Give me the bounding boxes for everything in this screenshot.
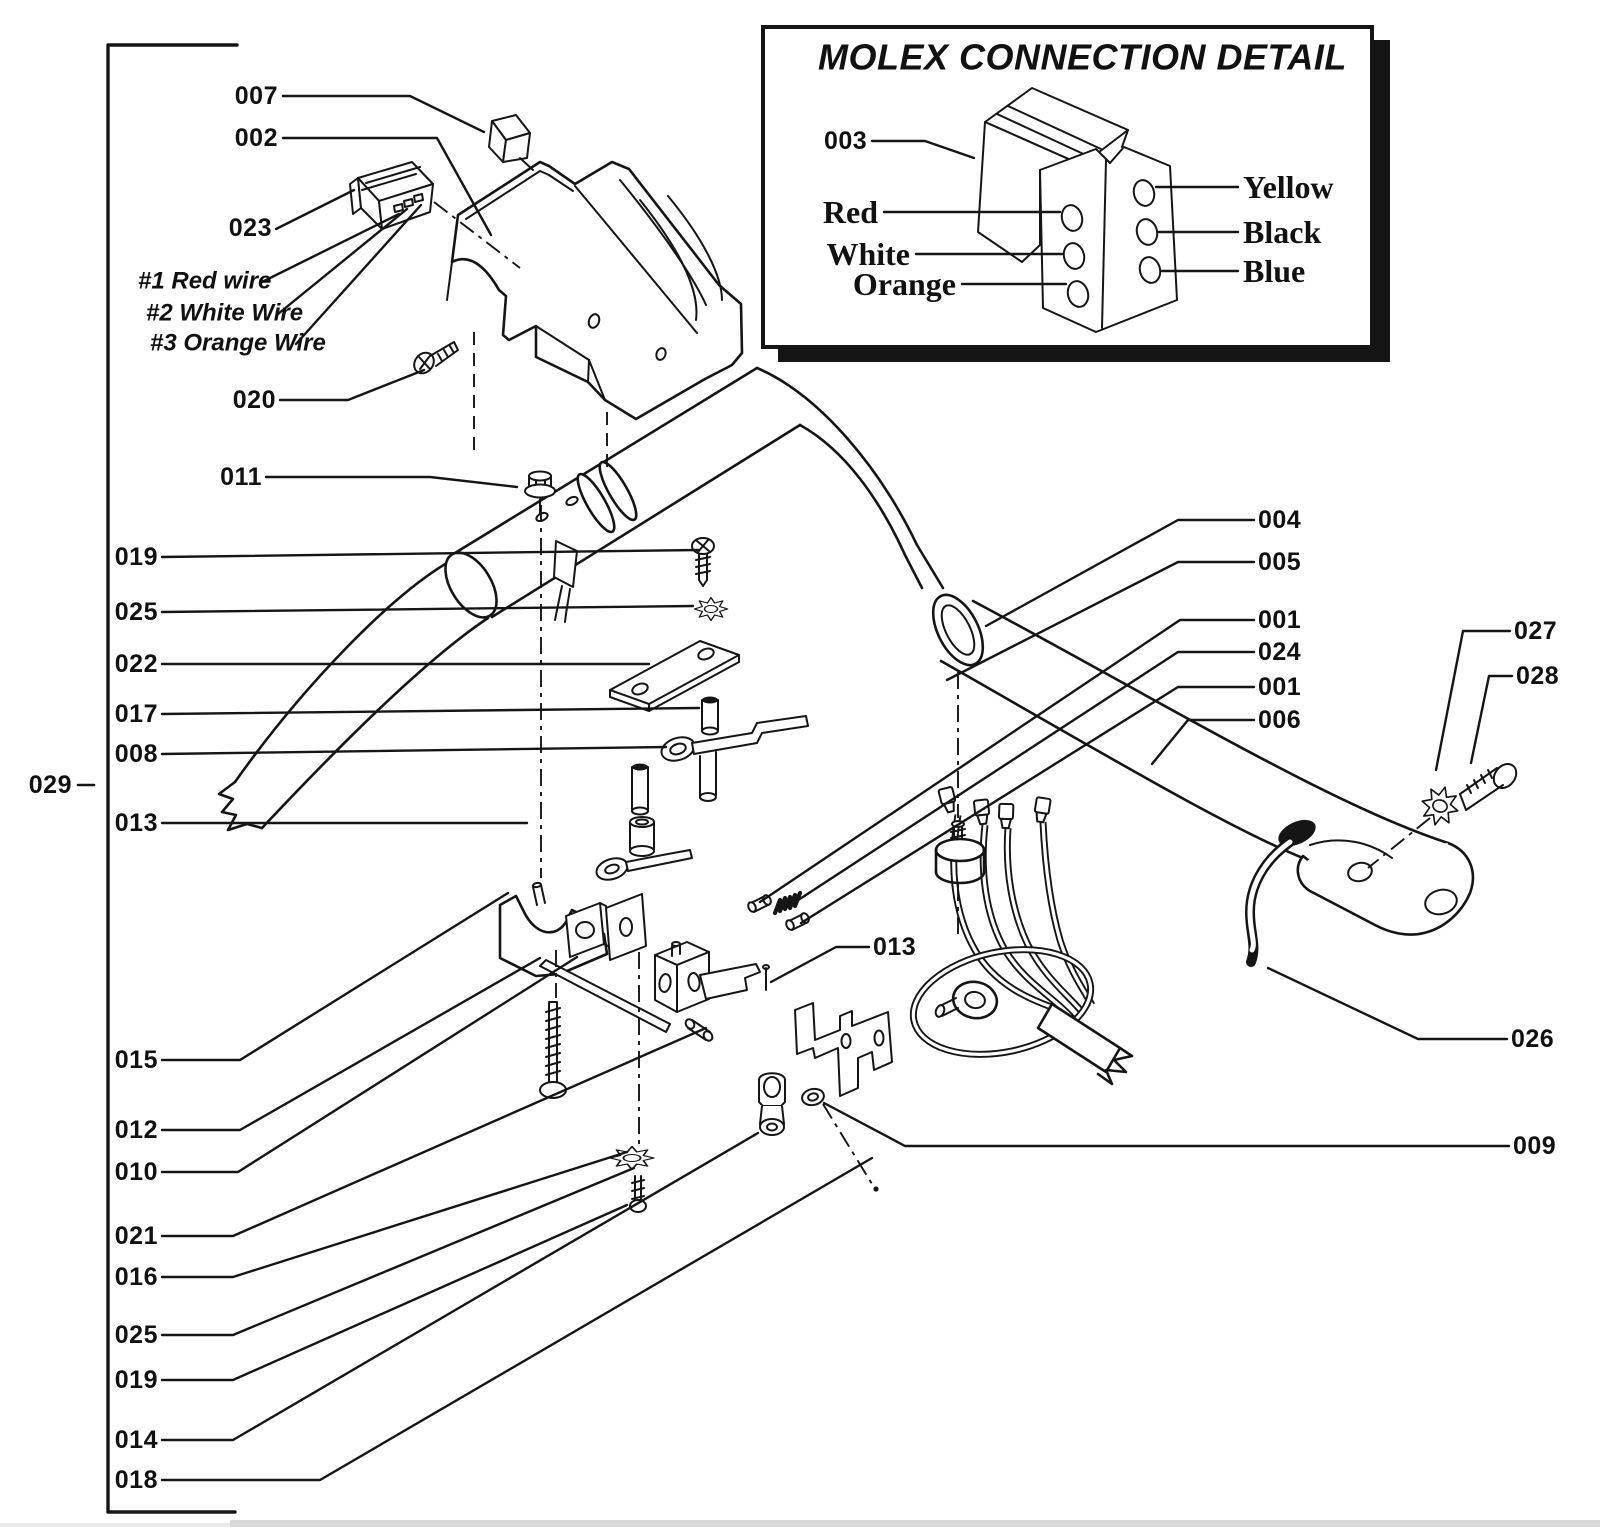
callout-025a: 025 xyxy=(114,598,158,626)
leader-010 xyxy=(162,957,577,1172)
leader-021 xyxy=(162,1028,706,1236)
callout-028: 028 xyxy=(1516,662,1560,690)
group-bracket-029 xyxy=(78,45,237,1512)
callout-012: 012 xyxy=(114,1116,158,1144)
callout-029: 029 xyxy=(28,771,72,799)
callout-006: 006 xyxy=(1258,706,1302,734)
housing-cover-drawing xyxy=(350,115,742,419)
leader-026 xyxy=(1268,968,1507,1039)
callout-002: 002 xyxy=(234,124,278,152)
note-wire2: #2 White Wire xyxy=(146,299,304,327)
molex-inset xyxy=(763,27,1390,362)
callout-027: 027 xyxy=(1514,617,1558,645)
callout-026: 026 xyxy=(1511,1025,1555,1053)
wiring-harness-drawing xyxy=(904,787,1132,1084)
callout-009: 009 xyxy=(1513,1132,1557,1160)
callout-021: 021 xyxy=(114,1222,158,1250)
callout-008: 008 xyxy=(114,740,158,768)
callout-020: 020 xyxy=(232,386,276,414)
star-washer-and-screw-drawing xyxy=(1417,760,1521,830)
callout-019a: 019 xyxy=(114,543,158,571)
callout-023: 023 xyxy=(228,214,272,242)
leader-011 xyxy=(266,477,517,487)
note-wire3: #3 Orange Wire xyxy=(150,329,326,357)
leader-024 xyxy=(786,652,1254,908)
callout-005: 005 xyxy=(1258,548,1302,576)
center-hardware-drawing xyxy=(500,538,892,1212)
callout-001a: 001 xyxy=(1258,606,1302,634)
callout-007: 007 xyxy=(234,82,278,110)
pin-label-yellow: Yellow xyxy=(1243,169,1334,205)
callout-013b: 013 xyxy=(873,933,917,961)
leader-008 xyxy=(162,747,666,754)
leader-017 xyxy=(162,708,699,714)
callout-018: 018 xyxy=(114,1466,158,1494)
callout-025b: 025 xyxy=(114,1321,158,1349)
leader-wire3 xyxy=(296,205,421,344)
callout-015: 015 xyxy=(114,1046,158,1074)
upper-handle-tube-drawing xyxy=(435,368,943,626)
leader-007 xyxy=(283,96,484,132)
leader-016 xyxy=(162,1152,627,1277)
pin-label-blue: Blue xyxy=(1243,253,1306,289)
pin-label-red: Red xyxy=(822,194,878,230)
leader-023 xyxy=(276,190,354,229)
leader-019a xyxy=(162,550,698,557)
leader-wire2 xyxy=(278,209,407,314)
callout-022: 022 xyxy=(114,650,158,678)
leader-009 xyxy=(824,1103,1509,1146)
leader-012 xyxy=(162,958,540,1130)
callout-001b: 001 xyxy=(1258,673,1302,701)
leader-025b xyxy=(162,1168,634,1335)
leader-014 xyxy=(162,1133,758,1440)
leader-020 xyxy=(280,370,424,400)
leader-025a xyxy=(162,606,693,612)
grip-tube-drawing xyxy=(219,560,488,830)
pin-label-black: Black xyxy=(1243,214,1322,250)
inset-title: MOLEX CONNECTION DETAIL xyxy=(818,36,1347,78)
pin-label-white: White xyxy=(826,236,910,272)
note-wire1: #1 Red wire xyxy=(138,267,272,295)
pin-label-orange: Orange xyxy=(852,266,956,302)
callout-014: 014 xyxy=(114,1426,158,1454)
leader-019b xyxy=(162,1205,627,1380)
callout-013a: 013 xyxy=(114,809,158,837)
callout-010: 010 xyxy=(114,1158,158,1186)
callout-017: 017 xyxy=(114,700,158,728)
callout-003: 003 xyxy=(824,127,868,155)
callout-011: 011 xyxy=(220,463,262,491)
callout-019b: 019 xyxy=(114,1366,158,1394)
lower-shaft-drawing xyxy=(923,587,1473,962)
leader-004 xyxy=(986,520,1254,626)
callout-024: 024 xyxy=(1258,638,1302,666)
callout-016: 016 xyxy=(114,1263,158,1291)
callout-004: 004 xyxy=(1258,506,1302,534)
scan-artifact xyxy=(0,1520,1600,1527)
leader-028 xyxy=(1471,676,1512,763)
leader-013b xyxy=(771,947,869,982)
